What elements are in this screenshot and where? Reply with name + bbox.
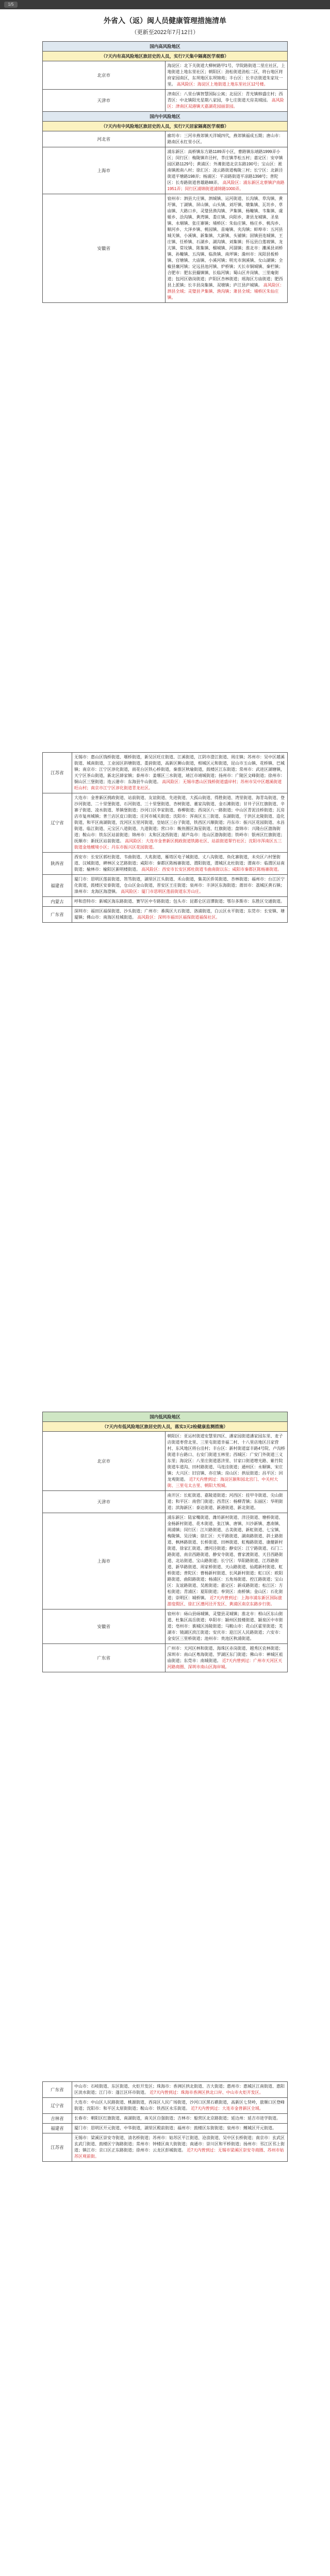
province-cell: 广东省 <box>43 907 72 923</box>
table-row <box>43 2124 288 2133</box>
area-cell <box>72 2124 288 2133</box>
new-area-text: 高风险区：深圳市福田区福保街道福保社区。 <box>137 915 220 920</box>
risk-table-4 <box>42 2081 288 2162</box>
area-cell <box>165 1644 288 1672</box>
area-text: 宿州市：砀山县砀城镇、灵璧县灵城镇；淮北市：相山区东山街道、杜集区高岳街道；阜阳市：颍州区鼓楼街道、颍泉区中市街道；亳州市：谯城区汤陵街道；马鞍山市：花山区霍里街道；芜湖市：镜湖区滨江街道；安庆市：迎江区人民路街道；六安市：金安区三里桥街道；池州市：贵池区秋浦街道。 <box>167 1612 283 1641</box>
area-text: 大连市：金普新区拥政街道、站前街道、友谊街道、先进街道、大孤山街道、得胜街道、湾里街道、海青岛街道、登沙河街道、二十里堡街道、石河街道、三十里堡街道、杏树街道、董家沟街道、金石滩街道；甘井子区红旗街道、辛寨子街道、凌水街道、革镇堡街道；沙河口区李家街道、春柳街道；西岗区八一路街道；中山区青泥洼桥街道；瓦房店市复州城镇；普兰店区皮口街道；庄河市城关街道；沈阳市：浑南区五三街道、东湖街道，于洪区北陵街道、造化街道，和平区南湖街道，沈河区五里河街道，皇姑区三台子街道，铁西区兴顺街道；丹东市：振兴区花园街道、永昌街道、临江街道、元宝区八道街道、九道街道；营口市：鲅鱼圈区海星街道、红旗街道；盘锦市：兴隆台区渤海街道；鞍山市：铁东区站前街道；锦州市：太和区凌西街道；葫芦岛市：连山区渤海街道；铁岭市：银州区红旗街道；抚顺市：新抚区站前街道。 <box>74 795 285 843</box>
province-cell: 安徽省 <box>43 194 166 303</box>
area-text: 呼和浩特市：新城区海东路街道、赛罕区中专路街道；包头市：昆都仑区沼潭街道；鄂尔多斯市：东胜区交通街道。 <box>74 899 285 904</box>
area-text: 浦东新区：陆家嘴街道、潍坊新村街道、洋泾街道、塘桥街道、金杨新村街道、花木街道、张江镇、唐镇、川沙新镇、惠南镇、周浦镇；闵行区：江川路街道、古美街道、新虹街道、七宝镇、梅陇镇、吴泾镇；徐汇区：天平路街道、湖南路街道、斜土路街道、枫林路街道、长桥街道、田林街道、虹梅路街道、康健新村街道、徐家汇街道、漕河泾街道；静安区：江宁路街道、石门二路街道、南京西路街道、静安寺街道、曹家渡街道、天目西路街道、北站街道、宝山路街道；长宁区：华阳路街道、江苏路街道、新华路街道、周家桥街道、天山路街道、仙霞新村街道、虹桥街道；普陀区：曹杨新村街道、长风新村街道；虹口区：欧阳路街道、曲阳路街道；杨浦区：五角场街道、控江路街道；宝山区：友谊路街道、吴淞街道；嘉定区：新成路街道；松江区：方松街道；青浦区：夏阳街道；奉贤区：南桥镇；金山区：石化街道；崇明区：城桥镇。 <box>167 1515 283 1600</box>
province-cell: 天津市 <box>43 1491 166 1513</box>
new-area-text: 近7天内曾到过：大连市金普新区全域。 <box>191 2106 263 2111</box>
area-cell <box>165 90 288 112</box>
area-cell <box>165 1513 288 1609</box>
province-cell: 河北省 <box>43 131 166 147</box>
new-area-text: 近7天内曾到过：无锡市梁溪区崇安寺商圈、苏州市姑苏区观前街。 <box>74 2148 284 2159</box>
area-cell <box>72 907 288 923</box>
new-area-text: 高风险区：浦东新区北蔡镇沪南路1951弄；闵行区浦锦街道浦锦路1000弄。 <box>167 180 285 191</box>
province-cell: 上海市 <box>43 1513 166 1609</box>
area-text: 广州市：天河区林和街道、海珠区赤岗街道、越秀区农林街道；深圳市：南山区粤海街道、罗湖区东门街道；佛山市：禅城区祖庙街道；东莞市：南城街道。 <box>167 1646 283 1663</box>
area-text: 宿州市：泗县大庄镇、泗城镇、运河街道、长沟镇、草沟镇、黄圩镇、丁湖镇、屏山镇、山头镇、刘圩镇、墩集镇、瓦坊乡、草庙镇、大路口乡，灵璧县渔沟镇、尹集镇、杨疃镇、韦集镇、虞姬乡、浍沟镇、黄湾镇、娄庄镇、向阳乡，萧县龙城镇、圣泉镇、永堌镇、张庄寨镇；埇桥区：朱仙庄镇、杨庄乡、桃沟乡、顺河乡、大泽乡镇、桃园镇、苗庵镇、夹沟镇；蚌埠市：五河县城关镇、小溪镇、新集镇、大新镇、头铺镇；固镇县连城镇、王庄镇、任桥镇、石湖乡、湖沟镇、刘集镇；怀远县白莲坡镇、龙亢镇、常坟镇、陈集镇、榴城镇、河溜镇；淮北市：濉溪县刘桥镇、孙疃镇、五沟镇、临涣镇、南坪镇；滁州市：凤阳县板桥镇、官塘镇、大庙镇、小溪河镇；明光市涧溪镇、女山湖镇；全椒县襄河镇；定远县池河镇、炉桥镇；天长市铜城镇、秦栏镇；合肥市：肥东县撮镇镇、长临河镇；蜀山区井岗镇、三里庵街道；包河区骆岗街道；庐阳区杏林街道；瑶海区方庙街道；肥西县上派镇；长丰县岗集镇、双墩镇；庐江县庐城镇。 <box>167 196 283 287</box>
table-row <box>43 875 288 897</box>
table-row <box>43 1491 288 1513</box>
area-text: 朝阳区：亚运村街道安慧里四区、潘家园街道潘家园东里、麦子店街道枣营北里、三里屯街道幸福二村、十八里店地区吕家营村、东风地区将台洼村；丰台区：新村街道富丰路4号院、卢沟桥街道丰台路口、右安门街道玉林里；西城区：广安门外街道三义东里；海淀区：八里庄街道恩济里、甘家口街道增光路、紫竹院街道车道沟、田村路街道、马连洼街道；通州区：永顺镇、宋庄镇；大兴区：旧宫镇、亦庄镇；房山区：拱辰街道；昌平区：回龙观街道。 <box>167 1434 285 1482</box>
area-cell <box>72 853 288 875</box>
document-page-1 <box>42 9 288 303</box>
area-cell <box>165 131 288 147</box>
province-cell: 北京市 <box>43 61 166 90</box>
table-row <box>43 1644 288 1672</box>
table-row <box>43 897 288 907</box>
province-cell: 广东省 <box>43 1644 166 1672</box>
province-cell: 吉林省 <box>43 2114 72 2124</box>
area-text: 深圳市：福田区福保街道、沙头街道；广州市：番禺区大石街道、洛浦街道，白云区永平街道；东莞市：长安镇、塘厦镇；佛山市：南海区桂城街道。 <box>74 909 285 920</box>
document-page-3 <box>42 1412 288 1672</box>
band-low-risk-desc: （7天内有低风险地区旅居史的人员，落实3天2检健康监测措施） <box>43 1422 288 1432</box>
table-row <box>43 90 288 112</box>
document-title: 外省入（返）闽人员健康管理措施清单 <box>104 16 226 25</box>
table-row <box>43 131 288 147</box>
new-area-text: 近7天内曾到过：珠海市香洲区拱北口岸、中山市火炬开发区。 <box>150 2090 263 2095</box>
area-cell <box>165 1491 288 1513</box>
new-area-text: 高风险区：海淀区上地街道上地东里社区12号楼。 <box>176 82 268 87</box>
area-text: 无锡市：梁溪区崇安寺街道、清名桥街道；苏州市：姑苏区平江街道、沧浪街道、吴中区长桥街道；南京市：玄武区玄武门街道、鼓楼区宁海路街道；常州市：钟楼区南大街街道；南通市：崇川区和平桥街道；扬州市：邗江区邗上街道；镇江市：京口区正东路街道；徐州市：云龙区彭城街道。 <box>74 2136 285 2153</box>
band-mid-risk: 国内中风险地区 <box>43 112 288 122</box>
area-cell <box>72 897 288 907</box>
band-low-risk: 国内低风险地区 <box>43 1412 288 1422</box>
table-row <box>43 2114 288 2124</box>
new-area-text: 高风险区：无锡市惠山区钱桥街道盛岸村；苏州市吴中区越溪街道旺山村；南京市江宁区淳化街道青龙社区。 <box>74 779 282 790</box>
table-row <box>43 853 288 875</box>
risk-table-1 <box>42 41 288 303</box>
province-cell: 江苏省 <box>43 753 72 793</box>
table-row <box>43 753 288 793</box>
area-text: 南开区：长虹街道、嘉陵道街道；河西区：挂甲寺街道、尖山街道；和平区：南营门街道；西青区：杨柳青镇；东丽区：华明街道；滨海新区：泰达街道、新港街道、新北街道。 <box>167 1493 283 1510</box>
new-area-text: 高风险区：西安市长安区郭杜街道韦曲南街以东；咸阳市秦都区陈杨寨街道。 <box>141 867 282 872</box>
new-area-text: 高风险区：津南区双港镇天嘉湖花园丽景园。 <box>167 98 284 109</box>
table-row <box>43 1513 288 1609</box>
province-cell: 天津市 <box>43 90 166 112</box>
table-row <box>43 2098 288 2114</box>
area-cell <box>165 1609 288 1644</box>
area-text: 中山市：石岐街道、东区街道、火炬开发区；珠海市：香洲区拱北街道、吉大街道；惠州市：惠城区江南街道、惠阳区淡水街道；江门市：蓬江区环市街道。 <box>74 2084 285 2095</box>
province-cell: 内蒙古 <box>43 897 72 907</box>
new-area-text: 近7天内曾到过：海淀区颐和园北宫门、中关村大街、三里屯太古里、朝阳大悦城。 <box>167 1477 278 1488</box>
area-cell <box>165 61 288 90</box>
area-text: 西安市：长安区郭杜街道、韦曲街道、大兆街道，雁塔区电子城街道、丈八沟街道、鱼化寨街道，未央区六村堡街道、汉城街道，碑林区文艺路街道；咸阳市：秦都区陈杨寨街道、渭阳街道，渭城区北杜街道；渭南市：临渭区站南街道；榆林市：榆阳区新明楼街道。 <box>74 855 285 872</box>
document-page-2 <box>42 752 288 923</box>
new-area-text: 高风险区：泗县全域；灵璧县尹集镇、渔沟镇；萧县全域；埇桥区朱仙庄镇。 <box>167 283 284 300</box>
area-cell <box>165 194 288 303</box>
area-text: 大连市：中山区人民路街道、桃源街道，西岗区人民广场街道，沙河口区黑石礁街道，高新区七贤岭，旅顺口区登峰街道；沈阳市：和平区太原街街道；鞍山市：铁西区永乐街道。 <box>74 2100 285 2111</box>
province-cell: 北京市 <box>43 1432 166 1491</box>
band-high-risk: 国内高风险地区 <box>43 42 288 52</box>
band-high-risk-desc: （7天内有高风险地区旅居史的人员，实行7天集中隔离医学观察） <box>43 52 288 61</box>
province-cell: 福建省 <box>43 2124 72 2133</box>
update-date: （更新至2022年7月12日） <box>131 29 199 36</box>
province-cell: 福建省 <box>43 875 72 897</box>
page-counter[interactable]: 1/5 <box>4 2 18 8</box>
province-cell: 上海市 <box>43 147 166 194</box>
area-cell <box>72 2098 288 2114</box>
area-cell <box>165 147 288 194</box>
table-row <box>43 1609 288 1644</box>
area-cell <box>165 1432 288 1491</box>
area-cell <box>72 753 288 793</box>
area-text: 厦门市：思明区开元街道、中华街道，湖里区殿前街道；福州市：鼓楼区东街街道；泉州市：鲤城区开元街道。 <box>74 2126 276 2130</box>
province-cell: 辽宁省 <box>43 2098 72 2114</box>
province-cell: 安徽省 <box>43 1609 166 1644</box>
area-cell <box>72 2082 288 2098</box>
table-row <box>43 793 288 853</box>
province-cell: 江苏省 <box>43 2133 72 2162</box>
area-text: 厦门市：思明区莲前街道、筼筜街道，湖里区江头街道、禾山街道，集美区侨英街道、杏林街道；福州市：台江区宁化街道，鼓楼区安泰街道，仓山区金山街道，晋安区王庄街道；泉州市：丰泽区东海街道；莆田市：荔城区黄石镇；漳州市：龙海区海澄镇。 <box>74 877 285 894</box>
table-row <box>43 2082 288 2098</box>
table-row <box>43 2133 288 2162</box>
area-text: 廊坊市：三河市燕郊镇天洋城四代，燕郊镇福成五期；唐山市：路南区永红里小区。 <box>167 133 283 144</box>
area-cell <box>72 2114 288 2124</box>
new-area-text: 近7天内曾到过：广州市天河区天河路商圈、深圳市南山区海岸城。 <box>167 1658 283 1669</box>
area-text: 长春市：朝阳区红旗街道、南湖街道，南关区自强街道；吉林市：船营区北京路街道；延边州：延吉市进学街道。 <box>74 2116 280 2121</box>
document-page-4 <box>42 2081 288 2162</box>
new-area-text: 近7天内曾到过：上海市浦东新区国际旅游度假区、徐汇区漕河泾开发区、黄浦区南京东路步行街。 <box>167 1596 283 1606</box>
table-row <box>43 907 288 923</box>
new-area-text: 高风险区：大连市金普新区拥政街道铁路社区、站前街道翠竹社区；沈阳市浑南区五三街道金地檀境小区；丹东市振兴区花园街道。 <box>74 839 282 850</box>
area-cell <box>72 2133 288 2162</box>
province-cell: 广东省 <box>43 2082 72 2098</box>
table-row <box>43 1432 288 1491</box>
table-row <box>43 61 288 90</box>
band-mid-risk-desc: （7天内有中风险地区旅居史的人员，实行7天居家隔离医学观察） <box>43 122 288 131</box>
risk-table-3 <box>42 1412 288 1672</box>
new-area-text: 高风险区：厦门市思明区莲前街道东芳山庄。 <box>121 889 204 894</box>
table-row <box>43 147 288 194</box>
table-row <box>43 194 288 303</box>
viewer-topbar <box>0 0 330 9</box>
risk-table-2 <box>42 752 288 923</box>
area-cell <box>72 875 288 897</box>
area-text: 津南区：八里台镇智慧国际公寓；北辰区：青光镇韩盛庄村；西青区：中北镇阳光星期八家园，李七庄街道天房美域园。 <box>167 92 283 103</box>
province-cell: 辽宁省 <box>43 793 72 853</box>
area-text: 无锡市：惠山区钱桥街道、堰桥街道，新吴区旺庄街道、江溪街道，江阴市澄江街道、周庄镇；苏州市：吴中区越溪街道、城南街道，工业园区斜塘街道、娄葑街道，高新区狮山街道，相城区元和街道，昆山市玉山镇、花桥镇、巴城镇；南京市：江宁区淳化街道，雨花台区铁心桥街道，秦淮区秋瑜街道，鼓楼区江东街道；常州市：武进区湖塘镇，天宁区茶山街道，新北区薛家镇；泰州市：姜堰区三水街道，靖江市靖城街道；扬州市：广陵区文峰街道；徐州市：铜山区三堡街道；连云港市：东海县牛山街道。 <box>74 755 285 784</box>
province-cell: 陕西省 <box>43 853 72 875</box>
area-text: 浦东新区：高桥镇东方路1189弄小区，曹路镇东靖路1999弄小区；闵行区：梅陇镇许泾村，莘庄镇莘松五村；嘉定区：安亭镇园区路1129号；黄浦区：外滩街道北京东路190号；宝山区：淞南镇淞南八村；徐汇区：凌云路街道梅陇三村；长宁区：北新泾街道平塘路198弄；杨浦区：平凉路街道平凉路1398号；普陀区：长寿路街道普雄路88弄。 <box>167 149 283 185</box>
area-cell <box>72 793 288 853</box>
area-text: 海淀区：北下关街道大柳树路甲1号，学院路街道二里庄社区，上地街道上地东里社区；朝阳区：劲松街道劲松二区，将台地区将府家园南区，东坝地区东坝锦苑；丰台区：长辛店街道朱家坟一里。 <box>167 63 285 87</box>
